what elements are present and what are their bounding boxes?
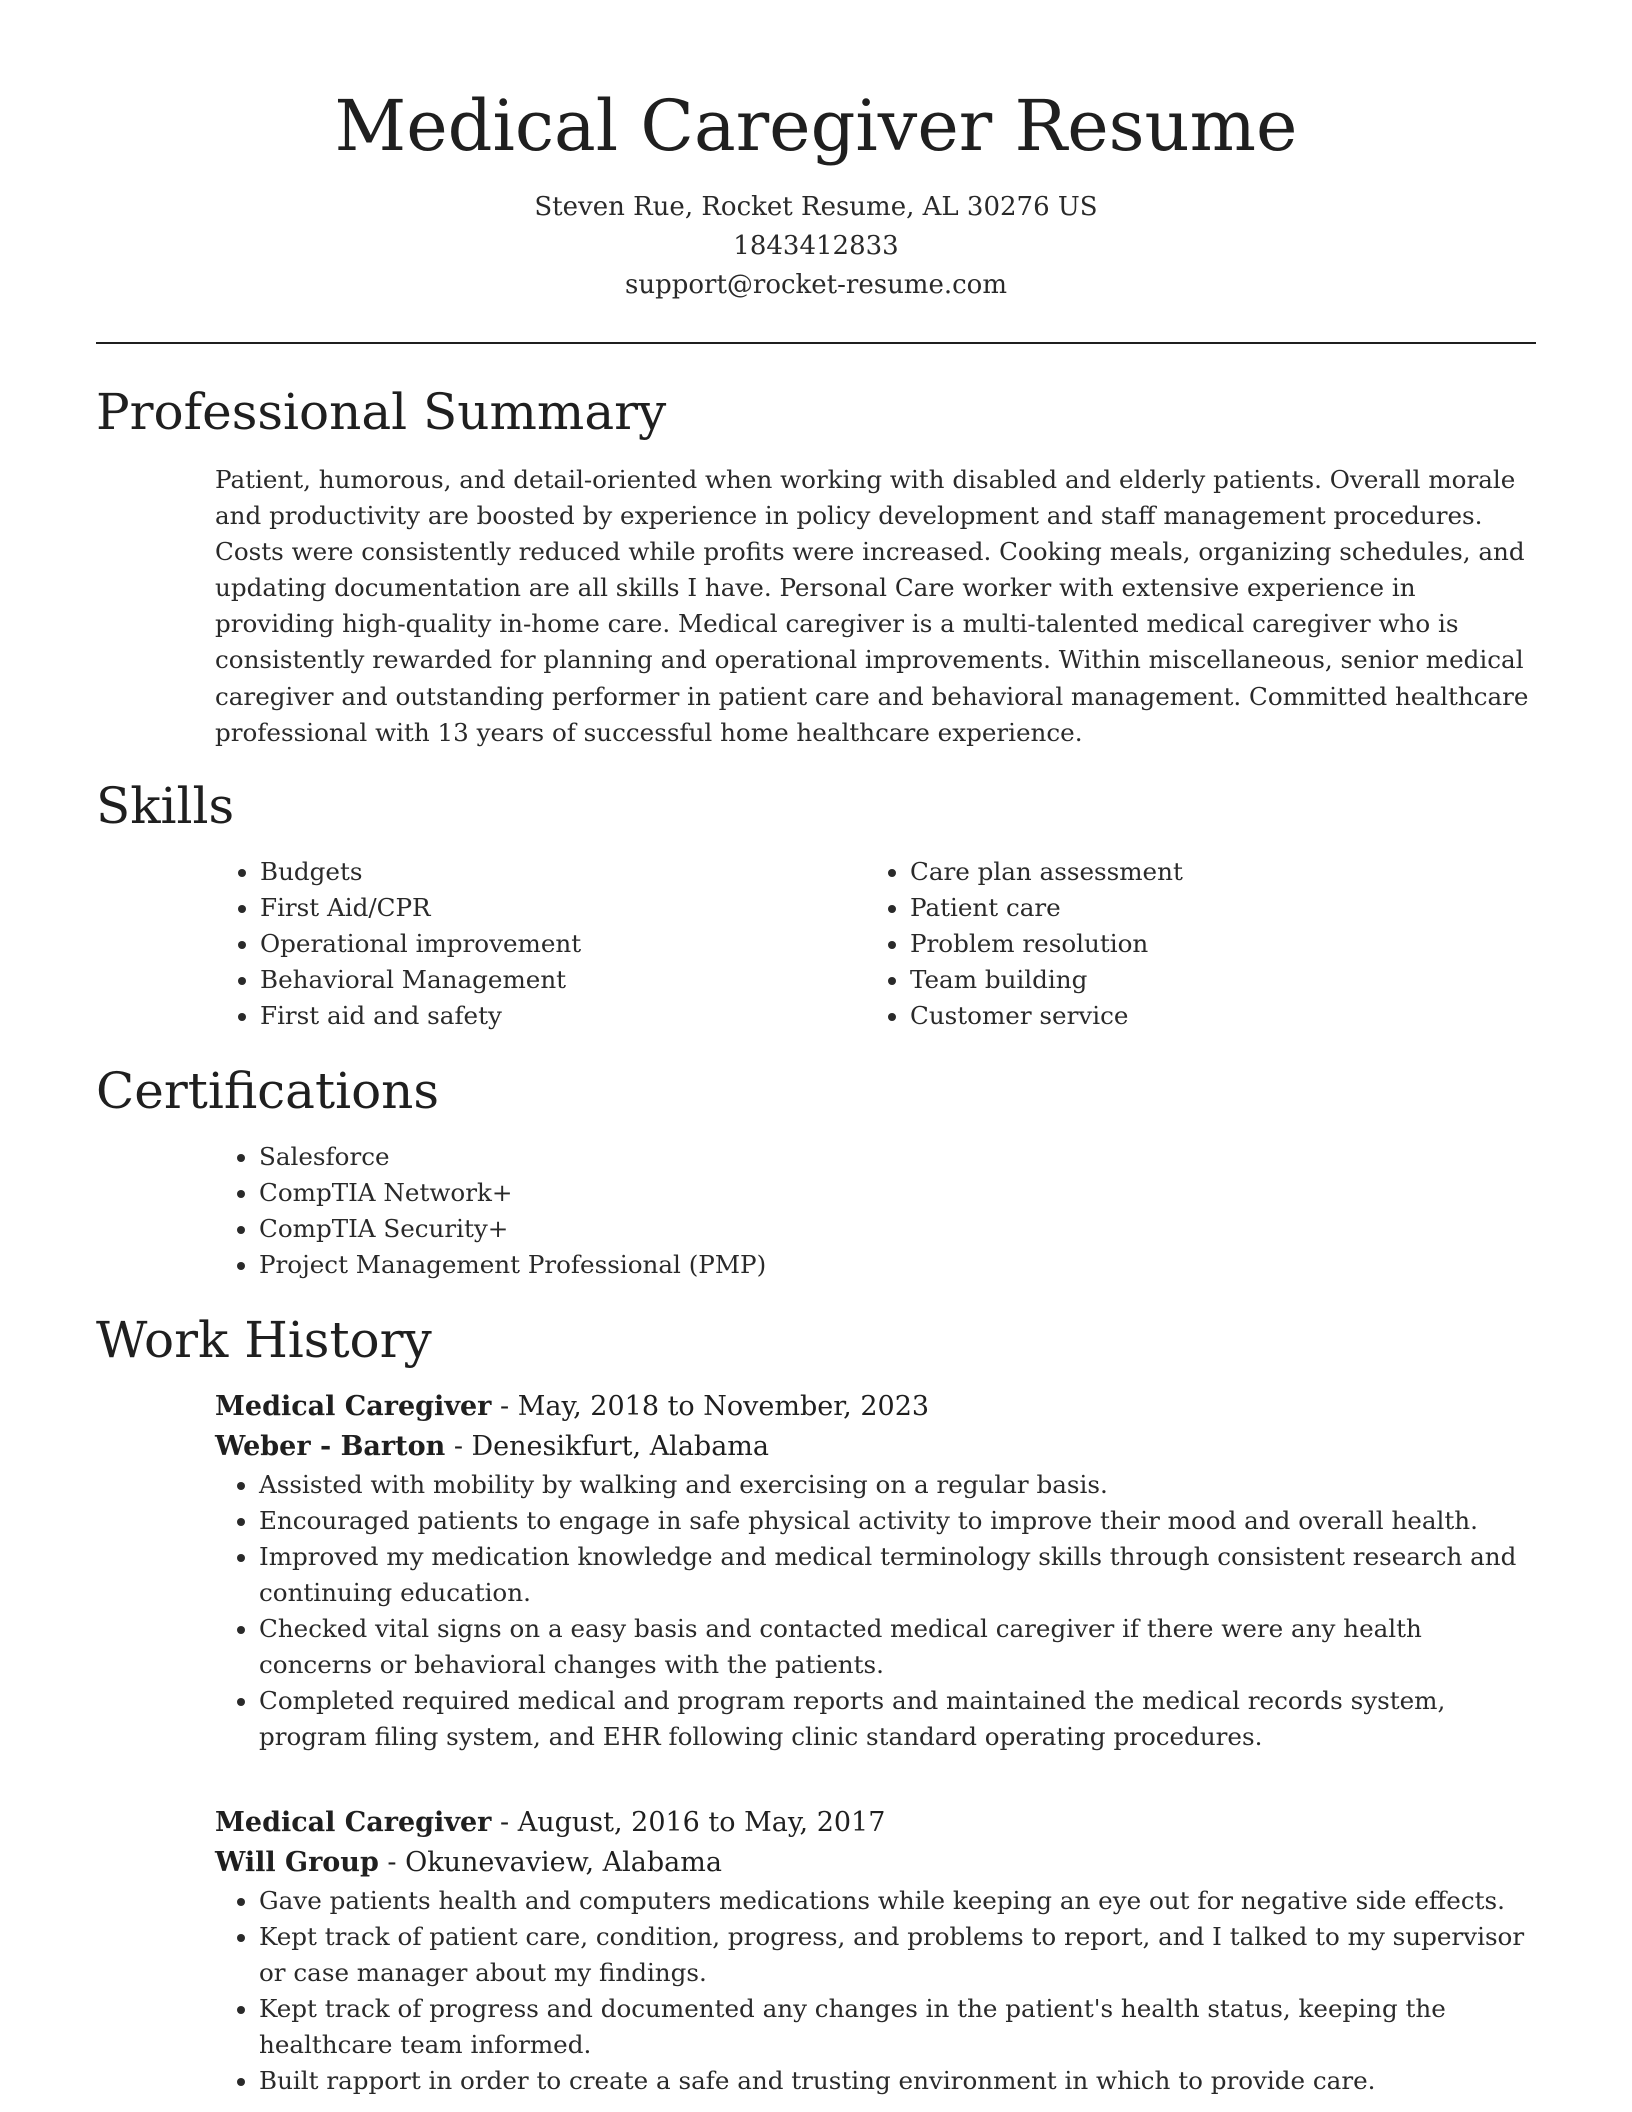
skill-item: • First Aid/CPR	[260, 890, 856, 926]
skills-column-right	[866, 854, 1506, 1034]
job-dates: - August, 2016 to May, 2017	[491, 1807, 886, 1838]
certification-item: • Salesforce	[259, 1139, 1515, 1175]
skill-item: • Problem resolution	[910, 926, 1506, 962]
job-entry	[215, 1803, 1535, 2099]
skill-item: • Behavioral Management	[260, 962, 856, 998]
job-bullet: • Built rapport in order to create a safe and trusting environment in which to provide care.	[259, 2063, 1535, 2099]
header-divider	[96, 342, 1536, 344]
certifications-list	[215, 1139, 1515, 1283]
skill-item: • Team building	[910, 962, 1506, 998]
section-title-work-history: Work History	[96, 1311, 432, 1369]
resume-title: Medical Caregiver Resume	[334, 85, 1298, 167]
skills-list-left	[216, 854, 856, 1034]
skills-column-left	[216, 854, 856, 1034]
skill-item: • Customer service	[910, 998, 1506, 1034]
resume-header	[0, 78, 1632, 305]
job-location: - Denesikfurt, Alabama	[445, 1431, 769, 1462]
job-role: Medical Caregiver	[215, 1807, 492, 1838]
skill-item: • Care plan assessment	[910, 854, 1506, 890]
job-location: - Okunevaview, Alabama	[378, 1847, 722, 1878]
job-bullet: • Encouraged patients to engage in safe physical activity to improve their mood and overall health.	[259, 1503, 1535, 1539]
job-dates: - May, 2018 to November, 2023	[491, 1391, 930, 1422]
job-bullet: • Gave patients health and computers medications while keeping an eye out for negative side effects.	[259, 1883, 1535, 1919]
job-company-line	[215, 1427, 1535, 1467]
summary-text: Patient, humorous, and detail-oriented when working with disabled and elderly patients. Overall morale and productivity are boosted by experience in policy development and staff management procedures. Costs were consistently reduced while profits were increased. Cooking meals, organizing schedules, and updating documentation are all skills I have. Personal Care worker with extensive experience in providing high-quality in-home care. Medical caregiver is a multi-talented medical caregiver who is consistently rewarded for planning and operational improvements. Within miscellaneous, senior medical caregiver and outstanding performer in patient care and behavioral management. Committed healthcare professional with 13 years of successful home healthcare experience.	[215, 465, 1529, 747]
contact-block	[0, 188, 1632, 305]
job-role: Medical Caregiver	[215, 1391, 492, 1422]
section-title-summary: Professional Summary	[96, 383, 667, 441]
contact-phone: 1843412833	[733, 231, 899, 261]
job-bullet: • Assisted with mobility by walking and exercising on a regular basis.	[259, 1467, 1535, 1503]
job-bullets	[215, 1883, 1535, 2099]
job-entry	[215, 1387, 1535, 1755]
contact-address: Steven Rue, Rocket Resume, AL 30276 US	[534, 192, 1098, 222]
skill-item: • Operational improvement	[260, 926, 856, 962]
job-bullet: • Kept track of progress and documented any changes in the patient's health status, keeping the healthcare team informed.	[259, 1991, 1535, 2063]
job-bullet: • Checked vital signs on a easy basis and contacted medical caregiver if there were any health concerns or behavioral changes with the patients.	[259, 1611, 1535, 1683]
skill-item: • Patient care	[910, 890, 1506, 926]
job-title-line	[215, 1803, 1535, 1843]
contact-email: support@rocket-resume.com	[624, 270, 1007, 300]
certification-item: • CompTIA Security+	[259, 1211, 1515, 1247]
job-bullet: • Completed required medical and program reports and maintained the medical records system, program filing system, and EHR following clinic standard operating procedures.	[259, 1683, 1535, 1755]
job-company-line	[215, 1843, 1535, 1883]
skill-item: • First aid and safety	[260, 998, 856, 1034]
certifications-block	[215, 1139, 1515, 1283]
job-bullet: • Kept track of patient care, condition, progress, and problems to report, and I talked to my supervisor or case manager about my findings.	[259, 1919, 1535, 1991]
certification-item: • Project Management Professional (PMP)	[259, 1247, 1515, 1283]
job-company: Will Group	[215, 1847, 379, 1878]
job-bullets	[215, 1467, 1535, 1755]
job-title-line	[215, 1387, 1535, 1427]
skills-list-right	[866, 854, 1506, 1034]
skill-item: • Budgets	[260, 854, 856, 890]
job-company: Weber - Barton	[215, 1431, 446, 1462]
job-bullet: • Improved my medication knowledge and medical terminology skills through consistent research and continuing education.	[259, 1539, 1535, 1611]
section-title-skills: Skills	[96, 777, 235, 835]
section-title-certifications: Certifications	[96, 1062, 440, 1120]
certification-item: • CompTIA Network+	[259, 1175, 1515, 1211]
